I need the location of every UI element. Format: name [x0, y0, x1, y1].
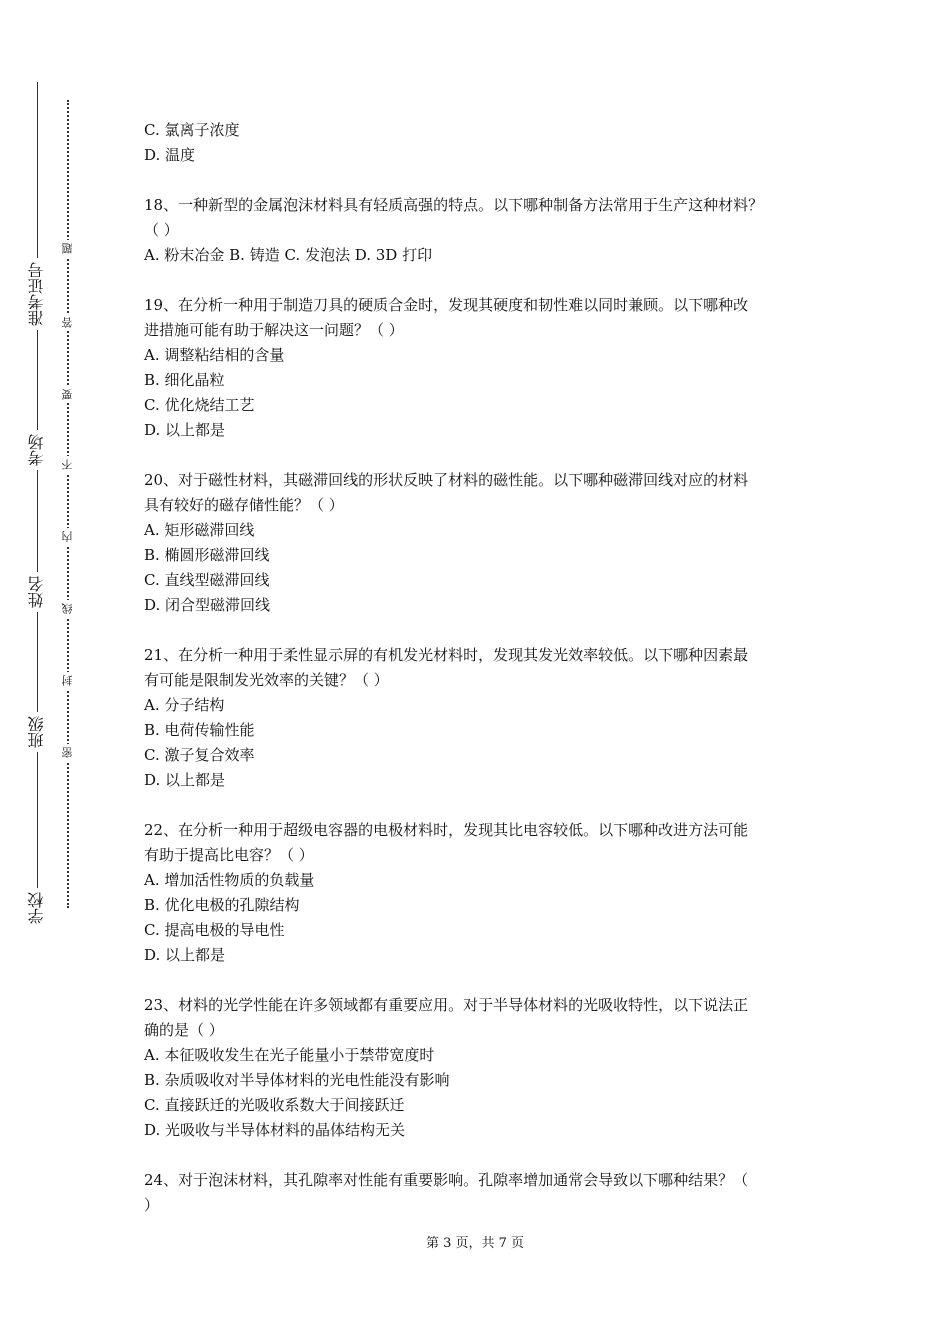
- seal-char: 题: [60, 240, 76, 257]
- question-stem: 24、对于泡沫材料，其孔隙率对性能有重要影响。孔隙率增加通常会导致以下哪种结果？（: [144, 1171, 749, 1189]
- option-c: C. 优化烧结工艺: [144, 396, 255, 414]
- seal-char: 封: [60, 672, 76, 689]
- question-stem: 有助于提高比电容？（ ）: [144, 846, 314, 864]
- seal-char: 内: [60, 528, 76, 545]
- option-d: D. 温度: [144, 146, 196, 164]
- option-a: A. 调整粘结相的含量: [144, 346, 285, 364]
- option-b: B. 优化电极的孔隙结构: [144, 896, 300, 914]
- class-label: 班级: [24, 712, 50, 752]
- question-20: [144, 468, 814, 618]
- school-label: 学校: [24, 888, 50, 928]
- question-18: [144, 193, 814, 268]
- seal-char: 不: [60, 456, 76, 473]
- option-a: A. 矩形磁滞回线: [144, 521, 255, 539]
- option-d: D. 以上都是: [144, 771, 226, 789]
- exam-room-label: 考场: [24, 430, 50, 470]
- option-d: D. 以上都是: [144, 946, 226, 964]
- question-stem: 20、对于磁性材料，其磁滞回线的形状反映了材料的磁性能。以下哪种磁滞回线对应的材料: [144, 471, 749, 489]
- exam-id-label: 准考证号: [24, 258, 50, 330]
- question-24: [144, 1168, 814, 1218]
- option-b: B. 椭圆形磁滞回线: [144, 546, 270, 564]
- option-b: B. 电荷传输性能: [144, 721, 255, 739]
- question-stem: ）: [144, 1196, 160, 1214]
- option-d: D. 闭合型磁滞回线: [144, 596, 271, 614]
- question-stem: 19、在分析一种用于制造刀具的硬质合金时，发现其硬度和韧性难以同时兼顾。以下哪种改: [144, 296, 749, 314]
- option-c: C. 直线型磁滞回线: [144, 571, 270, 589]
- seal-char: 线: [60, 600, 76, 617]
- question-23: [144, 993, 814, 1143]
- question-stem: 有可能是限制发光效率的关键？（ ）: [144, 671, 389, 689]
- option-c: C. 直接跃迁的光吸收系数大于间接跃迁: [144, 1096, 405, 1114]
- option-c: C. 提高电极的导电性: [144, 921, 285, 939]
- question-stem: 进措施可能有助于解决这一问题？（ ）: [144, 321, 404, 339]
- question-22: [144, 818, 814, 968]
- question-stem: 具有较好的磁存储性能？（ ）: [144, 496, 344, 514]
- option-a: A. 分子结构: [144, 696, 225, 714]
- options-inline: A. 粉末冶金 B. 铸造 C. 发泡法 D. 3D 打印: [144, 246, 433, 264]
- question-17-tail: [144, 118, 814, 168]
- seal-char: 答: [60, 314, 76, 331]
- question-21: [144, 643, 814, 793]
- option-b: B. 杂质吸收对半导体材料的光电性能没有影响: [144, 1071, 450, 1089]
- question-19: [144, 293, 814, 443]
- seal-char: 要: [60, 386, 76, 403]
- option-c: C. 激子复合效率: [144, 746, 255, 764]
- seal-dotted-line: [67, 100, 69, 908]
- page-footer: 第 3 页，共 7 页: [425, 1236, 525, 1251]
- option-d: D. 以上都是: [144, 421, 226, 439]
- option-b: B. 细化晶粒: [144, 371, 225, 389]
- binding-solid-line: [37, 82, 38, 922]
- question-stem: 21、在分析一种用于柔性显示屏的有机发光材料时，发现其发光效率较低。以下哪种因素最: [144, 646, 749, 664]
- option-a: A. 增加活性物质的负载量: [144, 871, 315, 889]
- question-stem: 22、在分析一种用于超级电容器的电极材料时，发现其比电容较低。以下哪种改进方法可能: [144, 821, 749, 839]
- name-label: 姓名: [24, 572, 50, 612]
- question-stem: 23、材料的光学性能在许多领域都有重要应用。对于半导体材料的光吸收特性，以下说法正: [144, 996, 749, 1014]
- option-a: A. 本征吸收发生在光子能量小于禁带宽度时: [144, 1046, 435, 1064]
- option-c: C. 氯离子浓度: [144, 121, 240, 139]
- question-stem: 18、一种新型的金属泡沫材料具有轻质高强的特点。以下哪种制备方法常用于生产这种材料？: [144, 196, 764, 214]
- question-stem: （ ）: [144, 221, 179, 239]
- seal-char: 密: [60, 744, 76, 761]
- question-stem: 确的是（ ）: [144, 1021, 224, 1039]
- question-content: [144, 118, 814, 1243]
- option-d: D. 光吸收与半导体材料的晶体结构无关: [144, 1121, 406, 1139]
- binding-margin: [0, 0, 110, 1344]
